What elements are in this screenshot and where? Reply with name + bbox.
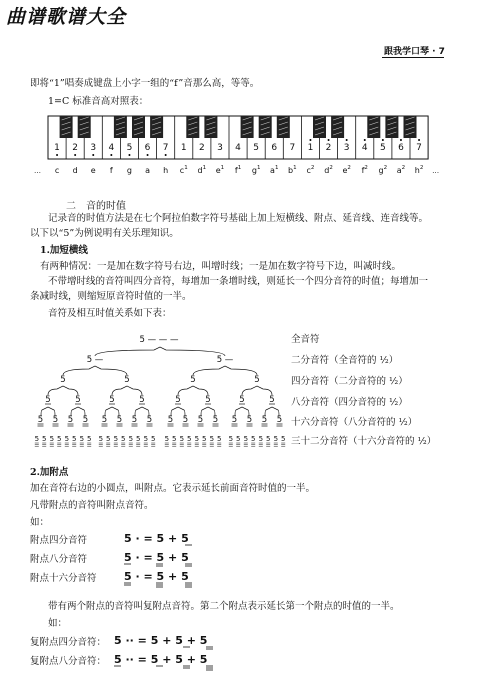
thirtysecond-note: 5	[98, 435, 104, 443]
paragraph: 以下以“5”为例说明有关乐理知识。	[30, 228, 179, 239]
thirtysecond-note: 5	[243, 435, 249, 443]
sixteenth-note: 5	[82, 415, 89, 425]
note-name: $d^1$	[197, 165, 207, 175]
paragraph: 凡带附点的音符叫附点音符。	[30, 500, 154, 511]
dotted-formula: 5 · = 5 + 5	[124, 532, 189, 545]
paragraph: 加在音符右边的小圆点，叫附点。它表示延长前面音符时值的一半。	[30, 483, 316, 494]
key-number: 5	[126, 143, 133, 153]
tree-label: 八分音符（四分音符的 ½）	[291, 397, 408, 408]
note-name: f	[109, 166, 113, 175]
sixteenth-note: 5	[131, 415, 138, 425]
double-dotted-label: 复附点八分音符：	[30, 656, 107, 667]
sixteenth-note: 5	[146, 415, 153, 425]
thirtysecond-note: 5	[79, 435, 85, 443]
note-name: $f^2$	[361, 165, 368, 175]
thirtysecond-note: 5	[71, 435, 77, 443]
thirtysecond-note: 5	[34, 435, 40, 443]
paragraph: 条减时线，则缩短原音符时值的一半。	[30, 291, 192, 302]
sixteenth-note: 5	[197, 415, 204, 425]
eighth-note: 5	[175, 395, 181, 405]
tree-label: 四分音符（二分音符的 ½）	[291, 376, 408, 387]
paragraph: 有两种情况：一是加在数字符号右边，叫增时线；一是加在数字符号下边，叫减时线。	[40, 261, 402, 272]
key-number: 2	[72, 143, 79, 153]
subsection-title: 1.加短横线	[40, 245, 88, 256]
thirtysecond-note: 5	[280, 435, 286, 443]
sixteenth-note: 5	[246, 415, 253, 425]
note-name: $a^2$	[396, 165, 406, 175]
sixteenth-note: 5	[37, 415, 44, 425]
note-name: g	[126, 166, 132, 175]
tree-label: 二分音符（全音符的 ½）	[291, 355, 399, 366]
sixteenth-note: 5	[116, 415, 123, 425]
thirtysecond-note: 5	[143, 435, 149, 443]
thirtysecond-note: 5	[186, 435, 192, 443]
key-number: 1	[307, 143, 314, 153]
key-number: 7	[416, 143, 422, 153]
thirtysecond-note: 5	[41, 435, 47, 443]
eighth-note: 5	[205, 395, 211, 405]
thirtysecond-note: 5	[56, 435, 62, 443]
thirtysecond-note: 5	[216, 435, 222, 443]
thirtysecond-note: 5	[194, 435, 200, 443]
subsection-title: 2.加附点	[30, 467, 69, 478]
eighth-note: 5	[139, 395, 145, 405]
note-name: $e^1$	[215, 165, 225, 175]
note-name: h	[163, 166, 169, 175]
thirtysecond-note: 5	[86, 435, 92, 443]
dotted-label: 附点十六分音符	[30, 573, 97, 584]
tree-label: 十六分音符（八分音符的 ½）	[291, 417, 418, 428]
section-title: 二 音的时值	[66, 201, 126, 212]
thirtysecond-note: 5	[179, 435, 185, 443]
half-note: 5 —	[86, 355, 104, 365]
thirtysecond-note: 5	[164, 435, 170, 443]
eighth-note: 5	[269, 395, 275, 405]
note-name: $g^1$	[251, 165, 261, 175]
thirtysecond-note: 5	[228, 435, 234, 443]
half-note: 5 —	[216, 355, 234, 365]
page-header: 跟我学口琴 · 7	[384, 47, 445, 57]
thirtysecond-note: 5	[171, 435, 177, 443]
sixteenth-note: 5	[231, 415, 238, 425]
key-number: 1	[54, 143, 60, 153]
note-name: $h^2$	[414, 165, 424, 175]
key-number: 5	[379, 143, 386, 153]
thirtysecond-note: 5	[150, 435, 156, 443]
sixteenth-note: 5	[101, 415, 108, 425]
key-number: 4	[361, 143, 368, 153]
thirtysecond-note: 5	[265, 435, 271, 443]
key-number: 4	[235, 143, 241, 153]
note-name: c	[54, 166, 60, 175]
thirtysecond-note: 5	[209, 435, 215, 443]
key-number: 5	[253, 143, 260, 153]
sixteenth-note: 5	[212, 415, 219, 425]
dotted-formula: 5 · = 5 + 5	[124, 551, 189, 564]
key-number: 3	[90, 143, 97, 153]
whole-note: 5 — — —	[139, 335, 179, 345]
double-dotted-formula: 5 ·· = 5 + 5 + 5	[114, 634, 208, 647]
dotted-label: 附点八分音符	[30, 554, 88, 565]
thirtysecond-note: 5	[49, 435, 55, 443]
quarter-note: 5	[124, 375, 130, 385]
dotted-formula: 5 · = 5 + 5	[124, 570, 189, 583]
thirtysecond-note: 5	[250, 435, 256, 443]
sixteenth-note: 5	[167, 415, 174, 425]
key-number: 6	[271, 143, 278, 153]
note-name: $c^1$	[179, 165, 188, 175]
thirtysecond-note: 5	[273, 435, 279, 443]
note-name: $e^2$	[342, 165, 351, 175]
note-name: $d^2$	[324, 165, 333, 175]
note-name: a	[145, 166, 151, 175]
sixteenth-note: 5	[276, 415, 283, 425]
key-number: 2	[325, 143, 332, 153]
paragraph: 不带增时线的音符叫四分音符，每增加一条增时线，则延长一个四分音符的时值；每增加一	[48, 276, 429, 287]
quarter-note: 5	[190, 375, 196, 385]
thirtysecond-note: 5	[258, 435, 264, 443]
tree-label: 三十二分音符（十六分音符的 ½）	[291, 436, 437, 447]
key-number: 7	[162, 143, 169, 153]
paragraph: 记录音的时值方法是在七个阿拉伯数字符号基础上加上短横线、附点、延音线、连音线等。	[48, 213, 429, 224]
sixteenth-note: 5	[182, 415, 189, 425]
sixteenth-note: 5	[67, 415, 74, 425]
note-name: d	[72, 166, 78, 175]
thirtysecond-note: 5	[235, 435, 241, 443]
paragraph: 音符及相互时值关系如下表：	[48, 308, 172, 319]
double-dotted-label: 复附点四分音符：	[30, 637, 107, 648]
note-name: e	[90, 166, 96, 175]
key-number: 3	[217, 143, 223, 153]
note-name: …	[432, 167, 440, 175]
sixteenth-note: 5	[52, 415, 59, 425]
note-name: $b^1$	[288, 165, 297, 175]
key-number: 4	[108, 143, 115, 153]
site-title: 曲谱歌谱大全	[6, 6, 127, 28]
eighth-note: 5	[239, 395, 245, 405]
paragraph: 如：	[30, 517, 50, 528]
note-name: $a^1$	[270, 165, 279, 175]
key-number: 2	[198, 143, 205, 153]
table-caption: 1=C 标准音高对照表：	[48, 96, 149, 107]
eighth-note: 5	[45, 395, 51, 405]
thirtysecond-note: 5	[105, 435, 111, 443]
sixteenth-note: 5	[261, 415, 268, 425]
dotted-label: 附点四分音符	[30, 535, 88, 546]
note-name: …	[34, 167, 41, 175]
eighth-note: 5	[75, 395, 81, 405]
intro-line: 即将“1”唱奏成键盘上小字一组的“f”音那么高，等等。	[30, 78, 260, 89]
tree-label: 全音符	[291, 334, 320, 345]
paragraph: 如：	[48, 618, 68, 629]
note-name: $c^2$	[306, 165, 315, 175]
thirtysecond-note: 5	[64, 435, 70, 443]
thirtysecond-note: 5	[201, 435, 207, 443]
thirtysecond-note: 5	[113, 435, 119, 443]
key-number: 3	[343, 143, 350, 153]
key-number: 6	[144, 143, 151, 153]
eighth-note: 5	[109, 395, 115, 405]
note-name: $f^1$	[234, 165, 242, 175]
thirtysecond-note: 5	[135, 435, 141, 443]
quarter-note: 5	[254, 375, 260, 385]
key-number: 1	[180, 143, 187, 153]
thirtysecond-note: 5	[120, 435, 126, 443]
quarter-note: 5	[60, 375, 66, 385]
key-number: 7	[289, 143, 296, 153]
thirtysecond-note: 5	[128, 435, 134, 443]
key-number: 6	[398, 143, 404, 153]
double-dotted-formula: 5 ·· = 5 + 5 + 5	[114, 653, 208, 666]
note-name: $g^2$	[378, 165, 388, 175]
paragraph: 带有两个附点的音符叫复附点音符。第二个附点表示延长第一个附点的时值的一半。	[48, 601, 400, 612]
